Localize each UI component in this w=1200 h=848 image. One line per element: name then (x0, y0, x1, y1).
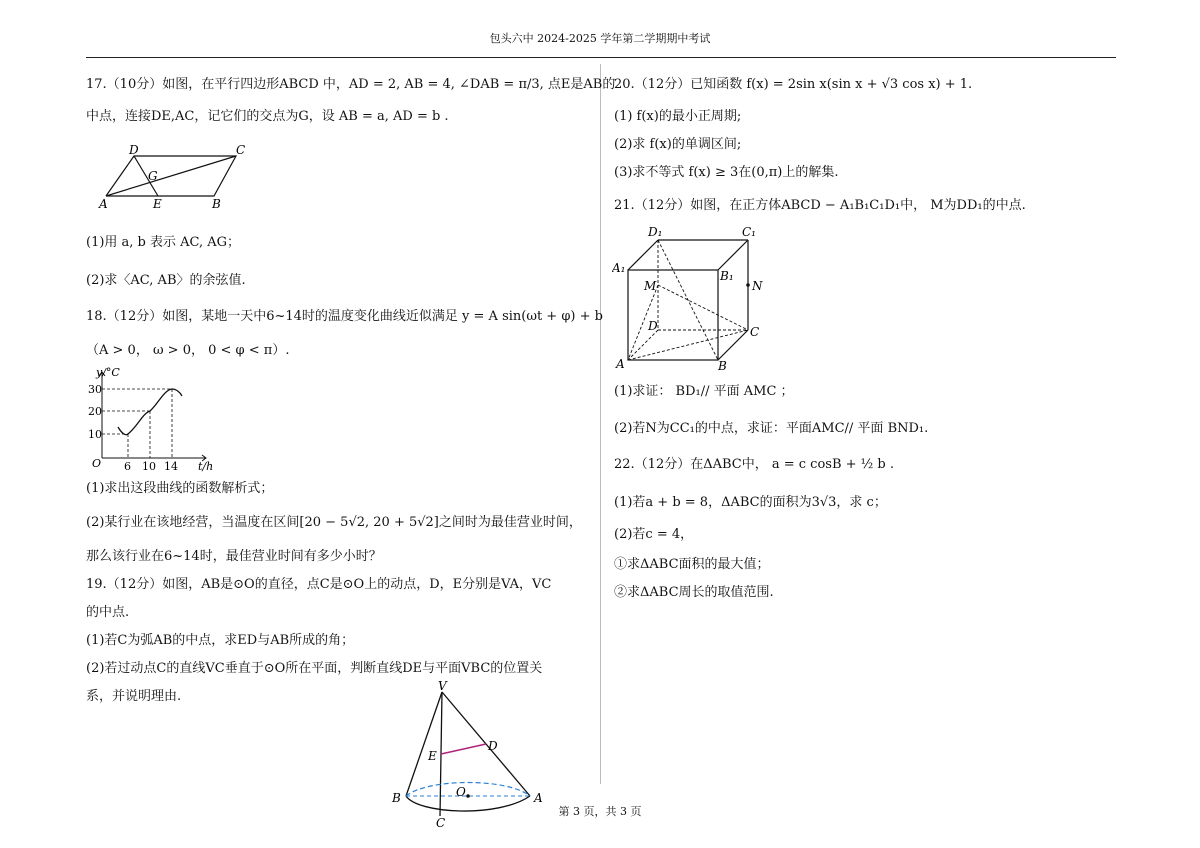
q21-label-A: A (616, 357, 625, 371)
page-footer: 第 3 页，共 3 页 (558, 805, 642, 818)
q18-xtick: 14 (164, 460, 178, 473)
column-divider (600, 64, 601, 784)
q20-part1: (1) f(x)的最小正周期; (614, 109, 742, 124)
q19-label-B: B (392, 791, 401, 805)
q17-part2: (2)求〈AC, AB〉的余弦值. (86, 273, 246, 288)
q22-part1: (1)若a + b = 8，ΔABC的面积为3√3，求 c； (614, 495, 887, 510)
q22-part2-sub1: ①求ΔABC面积的最大值； (614, 557, 770, 572)
q19-label-C: C (436, 816, 446, 828)
q19-part1: (1)若C为弧AB的中点，求ED与AB所成的角； (86, 633, 355, 648)
q20-part3: (3)求不等式 f(x) ≥ 3在(0,π)上的解集. (614, 165, 839, 180)
q21-part2: (2)若N为CC₁的中点，求证：平面AMC// 平面 BND₁. (614, 421, 929, 436)
q17-label-A: A (99, 197, 108, 211)
q21-label-C1: C₁ (742, 225, 756, 239)
q17-label-D: D (129, 144, 139, 157)
q21-label-C: C (750, 325, 760, 339)
q18-ytick: 30 (88, 383, 102, 396)
q18-ylabel: y/°C (96, 366, 120, 379)
q17-label-G: G (148, 169, 158, 183)
q18-line2: （A > 0， ω > 0， 0 < φ < π）. (86, 343, 290, 358)
header-rule (86, 57, 1116, 58)
q17-parallelogram-figure (96, 144, 256, 214)
q19-label-A: A (534, 791, 543, 805)
q17-label-B: B (212, 197, 221, 211)
q18-xtick: 10 (142, 460, 156, 473)
exam-header: 包头六中 2024-2025 学年第二学期期中考试 (489, 32, 711, 45)
q17-line1: 17.（10分）如图，在平行四边形ABCD 中，AD = 2, AB = 4, ∠DAB = π/3, 点E是AB的 (86, 77, 616, 92)
q18-xtick: 6 (124, 460, 131, 473)
q21-label-B1: B₁ (720, 269, 734, 283)
q19-label-V: V (438, 680, 447, 693)
q19-line1: 19.（12分）如图，AB是⊙O的直径，点C是⊙O上的动点，D，E分别是VA，VC (86, 577, 552, 592)
q18-part1: (1)求出这段曲线的函数解析式； (86, 481, 274, 496)
q18-origin: O (92, 457, 102, 470)
q20-line1: 20.（12分）已知函数 f(x) = 2sin x(sin x + √3 cos x) + 1. (614, 77, 973, 92)
q21-line1: 21.（12分）如图，在正方体ABCD − A₁B₁C₁D₁中， M为DD₁的中点. (614, 198, 1026, 213)
q17-label-E: E (153, 197, 162, 211)
q21-label-N: N (752, 279, 763, 293)
q18-ytick: 20 (88, 405, 102, 418)
q18-ytick: 10 (88, 428, 102, 441)
q19-part2: (2)若过动点C的直线VC垂直于⊙O所在平面，判断直线DE与平面VBC的位置关 (86, 661, 543, 676)
q17-part1: (1)用 a, b 表示 AC, AG； (86, 235, 241, 250)
q20-part2: (2)求 f(x)的单调区间; (614, 137, 742, 152)
q21-cube-figure (612, 222, 772, 372)
q22-line1: 22.（12分）在ΔABC中， a = c cosB + ½ b . (614, 457, 894, 472)
q18-part2: (2)某行业在该地经营，当温度在区间[20 − 5√2, 20 + 5√2]之间时为最佳营业时间， (86, 515, 582, 530)
q17-line2: 中点，连接DE,AC，记它们的交点为G，设 AB = a, AD = b . (86, 109, 449, 124)
q22-part2: (2)若c = 4， (614, 527, 694, 542)
q19-part3: 系，并说明理由. (86, 689, 182, 704)
q18-part3: 那么该行业在6~14时，最佳营业时间有多少小时？ (86, 549, 382, 564)
q18-temperature-graph (86, 364, 226, 474)
q22-part2-sub2: ②求ΔABC周长的取值范围. (614, 585, 774, 600)
q21-label-B: B (718, 359, 727, 372)
q19-line2: 的中点. (86, 605, 130, 620)
q21-part1: (1)求证： BD₁// 平面 AMC ； (614, 384, 794, 399)
q17-label-C: C (236, 144, 246, 157)
q19-label-E: E (428, 749, 437, 763)
q18-line1: 18.（12分）如图，某地一天中6~14时的温度变化曲线近似满足 y = A sin(ωt + φ) + b (86, 309, 603, 324)
q21-label-D1: D₁ (648, 225, 663, 239)
q21-label-A1: A₁ (612, 261, 626, 275)
q21-label-D: D (648, 319, 658, 333)
q19-label-O: O (456, 785, 466, 799)
q21-label-M: M (644, 279, 657, 293)
q19-label-D: D (488, 739, 498, 753)
q18-xlabel: t/h (198, 460, 214, 473)
